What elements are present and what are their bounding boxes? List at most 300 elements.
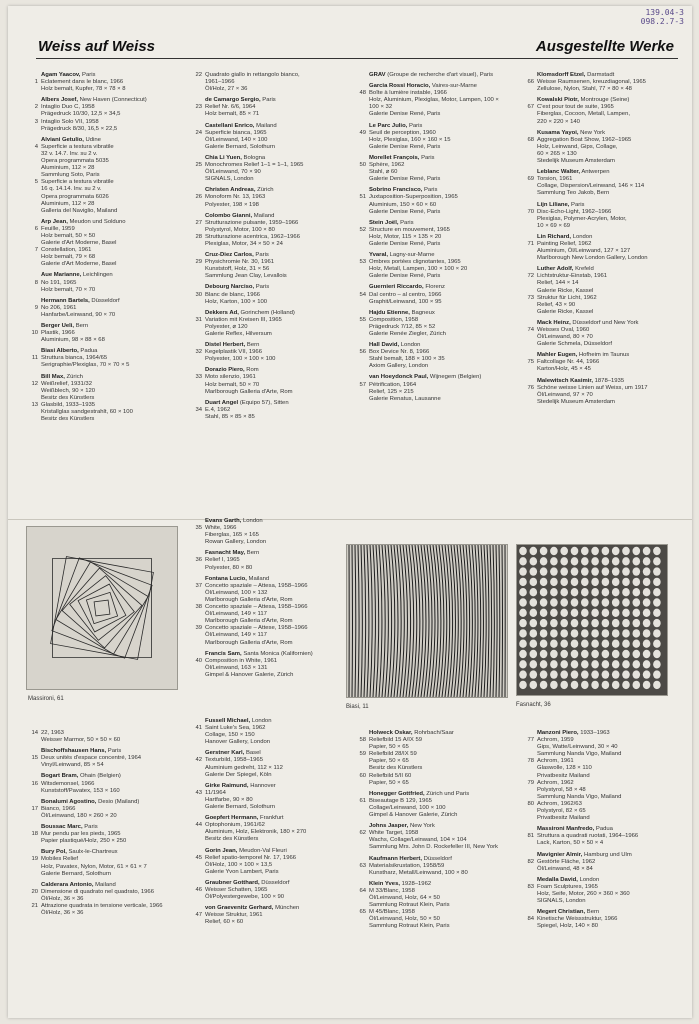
relief-bump xyxy=(581,619,589,627)
work-number: 81 xyxy=(527,833,534,840)
work-line: Galleria del Naviglio, Mailand xyxy=(41,207,118,214)
relief-bump xyxy=(612,557,620,565)
work-line: Kegelplastik VII, 1966 xyxy=(205,349,262,356)
work-number: 23 xyxy=(195,104,202,111)
work-line: Polystyrol, Motor, 100 × 80 xyxy=(205,226,275,233)
work-line: Weißblech, 90 × 120 xyxy=(41,387,96,394)
artist-name: Johns Jasper, xyxy=(369,823,409,830)
artist-line xyxy=(192,848,344,855)
work-line: Fiberglas, 165 × 165 xyxy=(205,532,259,539)
work-number: 70 xyxy=(527,208,534,215)
work-item xyxy=(28,179,178,214)
artist-line xyxy=(524,234,684,241)
work-line: Galerie Denise René, Paris xyxy=(369,240,441,247)
work-item xyxy=(28,305,178,319)
work-line: Relief, 144 × 14 xyxy=(537,280,579,287)
artist-name: van Hoeydonck Paul, xyxy=(369,374,429,381)
relief-bump xyxy=(560,557,568,565)
artist-name: Leblanc Walter, xyxy=(537,169,580,176)
work-number: 72 xyxy=(527,273,534,280)
relief-bump xyxy=(540,681,548,689)
work-line: Öl/Holz, 36 × 36 xyxy=(41,895,84,902)
catalog-entry xyxy=(192,518,340,546)
work-line: Serigraphie/Plexiglas, 70 × 70 × 5 xyxy=(41,362,130,369)
work-item xyxy=(524,833,684,847)
relief-bump xyxy=(643,557,651,565)
work-item xyxy=(524,859,684,873)
work-line: Aluminium, 112 × 28 xyxy=(41,200,95,207)
work-number: 68 xyxy=(527,136,534,143)
relief-bump xyxy=(560,598,568,606)
artist-name: Duart Angel xyxy=(205,399,239,406)
relief-bump xyxy=(519,619,527,627)
artist-line xyxy=(192,783,344,790)
work-item xyxy=(524,295,684,316)
work-item xyxy=(192,625,340,646)
catalog-entry xyxy=(28,97,178,132)
relief-bump xyxy=(612,619,620,627)
work-item xyxy=(524,137,684,165)
artist-name: Graubner Gotthard, xyxy=(205,879,260,886)
relief-bump xyxy=(530,640,538,648)
work-line: Superficie a testura vibratile xyxy=(41,143,114,150)
work-item xyxy=(28,119,178,133)
artist-name: Girke Raimund, xyxy=(205,782,249,789)
relief-bump xyxy=(653,557,661,565)
work-line: Papier, 50 × 65 xyxy=(369,744,409,751)
work-line: Polyester, 80 × 80 xyxy=(205,564,253,571)
catalog-entry xyxy=(356,155,506,183)
work-line: Mur pendu par les pieds, 1965 xyxy=(41,831,121,838)
artist-location: Paris xyxy=(84,824,98,831)
relief-bump xyxy=(581,567,589,575)
catalog-entry xyxy=(28,824,183,845)
relief-bump xyxy=(612,609,620,617)
relief-bump xyxy=(550,619,558,627)
artist-line xyxy=(356,374,506,381)
work-item xyxy=(192,725,344,746)
artist-name: de Camargo Sergio, xyxy=(205,97,261,104)
caption-fasnacht: Fasnacht, 36 xyxy=(516,702,551,708)
relief-bump xyxy=(530,578,538,586)
catalog-entry xyxy=(356,730,512,787)
catalog-entry xyxy=(524,877,684,905)
work-line: Collage, Dispersion/Leinwand, 146 × 114 xyxy=(537,183,645,190)
catalog-entry xyxy=(356,187,506,215)
artist-line xyxy=(28,849,183,856)
relief-bump xyxy=(591,681,599,689)
relief-bump xyxy=(581,650,589,658)
work-item xyxy=(524,209,684,230)
work-line: Holz bemalt, 85 × 71 xyxy=(205,111,260,118)
relief-bump xyxy=(550,640,558,648)
work-line: Holz, Plexiglas, 160 × 160 × 15 xyxy=(369,136,451,143)
relief-bump xyxy=(633,567,641,575)
relief-bump xyxy=(602,640,610,648)
relief-bump xyxy=(519,640,527,648)
column-2-lower xyxy=(192,718,344,1014)
work-item xyxy=(28,247,178,268)
work-line: Karton/Holz, 45 × 45 xyxy=(537,366,591,373)
relief-bump xyxy=(540,660,548,668)
artist-location: Düsseldorf xyxy=(91,297,120,304)
work-line: Opera programmata 6026 xyxy=(41,193,109,200)
relief-bump xyxy=(560,547,568,555)
work-line: Pétrification, 1964 xyxy=(369,381,417,388)
work-number: 42 xyxy=(195,757,202,764)
relief-bump xyxy=(633,557,641,565)
work-item xyxy=(28,355,178,369)
artist-line xyxy=(192,400,340,407)
work-line: Marlborough Galleria d'Arte, Rom xyxy=(205,618,293,625)
catalog-entry xyxy=(524,730,684,822)
work-number: 19 xyxy=(31,856,38,863)
work-line: Boîte à lumière instable, 1966 xyxy=(369,90,447,97)
relief-bump xyxy=(550,567,558,575)
artist-name: Fontana Lucio, xyxy=(205,575,247,582)
fold-line xyxy=(8,519,692,520)
catalog-entry xyxy=(356,123,506,151)
relief-bump xyxy=(519,681,527,689)
work-line: Kunststoff/Pavatex, 153 × 160 xyxy=(41,787,120,794)
relief-bump xyxy=(540,670,548,678)
artist-name: Bischoffshausen Hans, xyxy=(41,748,107,755)
work-line: Holz, Leinwand, Gips, Collage, xyxy=(537,143,618,150)
relief-bump xyxy=(550,598,558,606)
work-line: Polyester, 198 × 198 xyxy=(205,201,259,208)
artist-location: Frankfurt xyxy=(260,815,284,822)
relief-bump xyxy=(571,650,579,658)
work-item xyxy=(192,259,340,280)
relief-bump xyxy=(653,609,661,617)
work-line: Polyester, 100 × 100 × 100 xyxy=(205,356,276,363)
catalog-entry xyxy=(192,97,340,118)
catalog-entry xyxy=(192,400,340,421)
work-number: 24 xyxy=(195,129,202,136)
work-line: Hartfarbe, 90 × 80 xyxy=(205,796,253,803)
artist-line xyxy=(192,880,344,887)
work-line: Weisse Struktur, 1961 xyxy=(205,912,263,919)
work-number: 12 xyxy=(31,380,38,387)
artist-location: Hannover xyxy=(250,782,276,789)
artist-line xyxy=(192,367,340,374)
artist-line xyxy=(192,518,340,525)
artist-name: Lin Richard, xyxy=(537,233,572,240)
artist-location: Rom xyxy=(246,367,259,374)
artist-name: Lijn Liliane, xyxy=(537,201,570,208)
relief-bump xyxy=(530,681,538,689)
artist-location: Paris xyxy=(571,201,585,208)
artist-line xyxy=(28,72,178,79)
work-line: Holz, Pavatex, Nylon, Motor, 61 × 61 × 7 xyxy=(41,863,147,870)
relief-bump xyxy=(540,547,548,555)
artist-line xyxy=(524,826,684,833)
artist-line xyxy=(192,576,340,583)
relief-bump xyxy=(602,629,610,637)
relief-bump xyxy=(622,670,630,678)
work-item xyxy=(192,194,340,208)
relief-bump xyxy=(643,619,651,627)
artist-location: Meudon-Val Fleuri xyxy=(239,847,287,854)
work-line: Blanc de blanc, 1966 xyxy=(205,291,261,298)
artist-name: Hajdu Etienne, xyxy=(369,309,410,316)
artist-line xyxy=(28,97,178,104)
artist-line xyxy=(524,352,684,359)
work-number: 80 xyxy=(527,800,534,807)
relief-bump xyxy=(571,557,579,565)
work-item xyxy=(524,327,684,348)
artwork-photo-fasnacht xyxy=(516,544,668,696)
relief-bump xyxy=(530,567,538,575)
work-item xyxy=(28,226,178,247)
relief-bump xyxy=(612,660,620,668)
work-line: Concetto spaziale – Attese, 1958–1966 xyxy=(205,625,308,632)
work-item xyxy=(192,72,340,93)
work-line: Galerie Renée Ziegler, Zürich xyxy=(369,331,446,337)
artist-location: Paris xyxy=(255,284,270,291)
artist-name: Alviani Getulio, xyxy=(41,136,84,143)
work-line: Foam Sculptures, 1965 xyxy=(537,883,598,890)
work-item xyxy=(356,194,506,215)
work-line: Relief spatio-temporel Nr. 17, 1966 xyxy=(205,854,297,861)
relief-bump xyxy=(591,567,599,575)
work-line: Sammlung Rotraut Klein, Paris xyxy=(369,923,450,930)
relief-bump xyxy=(622,681,630,689)
relief-bump xyxy=(653,681,661,689)
artist-line xyxy=(356,220,506,227)
work-item xyxy=(524,884,684,905)
relief-bump xyxy=(643,609,651,617)
relief-bump xyxy=(571,670,579,678)
relief-bump xyxy=(633,681,641,689)
work-line: 1961–1966 xyxy=(205,79,235,86)
relief-bump xyxy=(591,588,599,596)
artist-location: Bern xyxy=(246,550,260,557)
artist-name: Gorin Jean, xyxy=(205,847,238,854)
work-number: 40 xyxy=(195,657,202,664)
artist-location: Bern xyxy=(586,909,600,916)
relief-bump xyxy=(571,619,579,627)
work-number: 78 xyxy=(527,758,534,765)
artist-name: Fussell Michael, xyxy=(205,718,251,724)
work-item xyxy=(356,888,512,909)
work-item xyxy=(356,162,506,183)
work-line: Öl/Leinwand, 140 × 100 xyxy=(205,136,268,143)
relief-bump xyxy=(612,598,620,606)
artist-name: Aue Marianne, xyxy=(41,272,82,279)
work-line: White Target, 1958 xyxy=(369,830,419,837)
relief-bump xyxy=(560,567,568,575)
work-line: Marlborough Galleria d'Arte, Rom xyxy=(205,596,293,603)
work-line: Struttura a quadrati ruotati, 1964–1966 xyxy=(537,833,639,840)
catalog-entry xyxy=(192,718,344,746)
artist-line xyxy=(356,155,506,162)
work-number: 69 xyxy=(527,176,534,183)
work-line: Struttura bianca, 1964/65 xyxy=(41,355,108,362)
work-line: Prägedruck 8/30, 16,5 × 22,5 xyxy=(41,125,118,132)
work-item xyxy=(356,830,512,851)
work-line: Aluminium, 112 × 28 xyxy=(41,165,95,172)
work-line: Holz bemalt, 70 × 70 xyxy=(41,286,96,293)
work-item xyxy=(28,402,178,423)
work-line: Prägedruck 10/30, 12,5 × 34,5 xyxy=(41,111,121,118)
artist-line xyxy=(524,730,684,737)
relief-bump xyxy=(633,660,641,668)
artist-location: Meudon und Solduno xyxy=(69,218,126,225)
relief-bump xyxy=(540,629,548,637)
relief-bump xyxy=(550,670,558,678)
work-line: Seuil de perception, 1960 xyxy=(369,129,436,136)
artist-name: Medalla David, xyxy=(537,876,578,883)
relief-bump xyxy=(612,629,620,637)
work-line: Öl/Leinwand, Holz, 50 × 50 xyxy=(369,916,440,923)
artist-location: Bagneux xyxy=(411,309,435,316)
catalog-entry xyxy=(192,905,344,926)
relief-bump xyxy=(602,609,610,617)
work-line: Sammlung Jean Clay, Levallois xyxy=(205,273,287,280)
artist-name: Francis Sam, xyxy=(205,650,242,657)
work-line: Privatbesitz Mailand xyxy=(537,815,590,822)
work-number: 13 xyxy=(31,401,38,408)
artist-line xyxy=(524,909,684,916)
work-number: 26 xyxy=(195,194,202,201)
artist-location: Hamburg und Ulm xyxy=(583,851,632,858)
work-number: 56 xyxy=(359,349,366,356)
artist-line xyxy=(192,187,340,194)
work-number: 28 xyxy=(195,233,202,240)
relief-bump xyxy=(622,629,630,637)
work-item xyxy=(192,234,340,248)
work-item xyxy=(524,241,684,262)
work-number: 14 xyxy=(31,730,38,736)
artist-location: Zürich und Paris xyxy=(426,790,470,797)
work-line: Galerie Denise René, Paris xyxy=(369,176,441,183)
artist-name: Goepfert Hermann, xyxy=(205,815,259,822)
relief-bump xyxy=(540,650,548,658)
work-number: 47 xyxy=(195,912,202,919)
work-line: 220 × 220 × 140 xyxy=(537,118,580,125)
artist-name: Mahler Eugen, xyxy=(537,352,578,359)
work-number: 44 xyxy=(195,822,202,829)
work-line: Relief, 43 × 90 xyxy=(537,301,576,308)
relief-bump xyxy=(622,588,630,596)
artist-line xyxy=(28,272,178,279)
artist-location: Mailand xyxy=(95,881,116,888)
work-line: Weisses Oval, 1960 xyxy=(537,327,590,333)
work-item xyxy=(28,330,178,344)
relief-bump xyxy=(571,588,579,596)
work-item xyxy=(192,349,340,363)
work-line: Aluminium, Holz, Elektronik, 180 × 270 xyxy=(205,829,307,836)
work-number: 38 xyxy=(195,604,202,611)
work-number: 21 xyxy=(31,902,38,909)
work-line: Galerie Denise René, Paris xyxy=(369,143,441,150)
work-number: 30 xyxy=(195,291,202,298)
artist-location: Bern xyxy=(75,323,89,329)
relief-bump xyxy=(581,660,589,668)
work-line: Box Device Nr. 8, 1966 xyxy=(369,349,430,356)
work-line: Besitz des Künstlers xyxy=(369,765,423,772)
catalog-entry xyxy=(192,880,344,901)
artist-location: London xyxy=(242,518,263,524)
catalog-entry xyxy=(524,320,684,348)
work-line: Sphère, 1962 xyxy=(369,162,405,169)
relief-bump xyxy=(602,650,610,658)
work-line: Öl/Leinwand, 97 × 70 xyxy=(537,391,593,398)
catalog-sheet xyxy=(8,6,692,1018)
artist-location: London xyxy=(400,342,421,349)
artist-name: Guernieri Riccardo, xyxy=(369,284,424,291)
page-title: Weiss auf Weiss xyxy=(38,38,155,55)
relief-bump xyxy=(643,670,651,678)
relief-bump xyxy=(653,619,661,627)
work-line: Intaglio Solo VII, 1958 xyxy=(41,118,99,125)
relief-bump xyxy=(571,578,579,586)
work-line: Glasbild, 1933–1935 xyxy=(41,401,96,408)
artist-name: Manzoni Piero, xyxy=(537,730,579,736)
relief-bump xyxy=(560,609,568,617)
work-item xyxy=(524,801,684,822)
work-line: Hanover Gallery, London xyxy=(205,739,271,746)
catalog-entry xyxy=(192,750,344,778)
work-line: Galerie Der Spiegel, Köln xyxy=(205,771,272,778)
work-item xyxy=(356,863,512,877)
relief-bump xyxy=(591,547,599,555)
work-line: Physichromie Nr. 30, 1961 xyxy=(205,259,275,266)
work-line: Gips, Watte/Leinwand, 30 × 40 xyxy=(537,744,618,751)
artist-name: Kusama Yayoi, xyxy=(537,129,579,136)
artist-name: Bill Max, xyxy=(41,373,65,380)
artist-line xyxy=(28,323,178,330)
work-line: Galerie Bernard, Solothurn xyxy=(205,804,276,811)
work-line: Zellulose, Nylon, Stahl, 77 × 80 × 48 xyxy=(537,86,632,93)
artist-name: Hall David, xyxy=(369,342,400,349)
relief-bump xyxy=(571,681,579,689)
work-item xyxy=(356,292,506,306)
work-number: 65 xyxy=(359,909,366,916)
artist-line xyxy=(356,310,506,317)
artist-name: Le Parc Julio, xyxy=(369,122,408,129)
artist-name: Mavignier Almir, xyxy=(537,851,583,858)
catalog-entry xyxy=(356,220,506,248)
work-number: 53 xyxy=(359,259,366,266)
catalog-entry xyxy=(28,374,178,424)
work-line: Galerie Yvon Lambert, Paris xyxy=(205,868,279,875)
work-line: Öl/Leinwand, 149 × 117 xyxy=(205,611,267,618)
catalog-entry xyxy=(524,352,684,373)
relief-bump xyxy=(612,578,620,586)
work-line: Aluminium, 150 × 60 × 60 xyxy=(369,201,437,208)
work-line: 10 × 69 × 69 xyxy=(537,222,571,229)
work-number: 46 xyxy=(195,886,202,893)
relief-bump xyxy=(612,650,620,658)
work-item xyxy=(524,780,684,801)
catalog-entry xyxy=(356,284,506,305)
column-3 xyxy=(356,72,506,514)
relief-bump xyxy=(550,629,558,637)
relief-bump xyxy=(581,588,589,596)
artist-name: Kowalski Piotr, xyxy=(537,97,579,104)
work-number: 33 xyxy=(195,374,202,381)
work-line: Attrazione quadrata in tensione verticale, 1966 xyxy=(41,902,163,909)
work-item xyxy=(192,887,344,901)
work-number: 27 xyxy=(195,219,202,226)
handwritten-line: 098.2.7-3 xyxy=(640,17,684,26)
catalog-entry xyxy=(28,773,183,794)
relief-bump xyxy=(530,650,538,658)
work-number: 3 xyxy=(34,118,38,125)
catalog-entry xyxy=(524,266,684,316)
